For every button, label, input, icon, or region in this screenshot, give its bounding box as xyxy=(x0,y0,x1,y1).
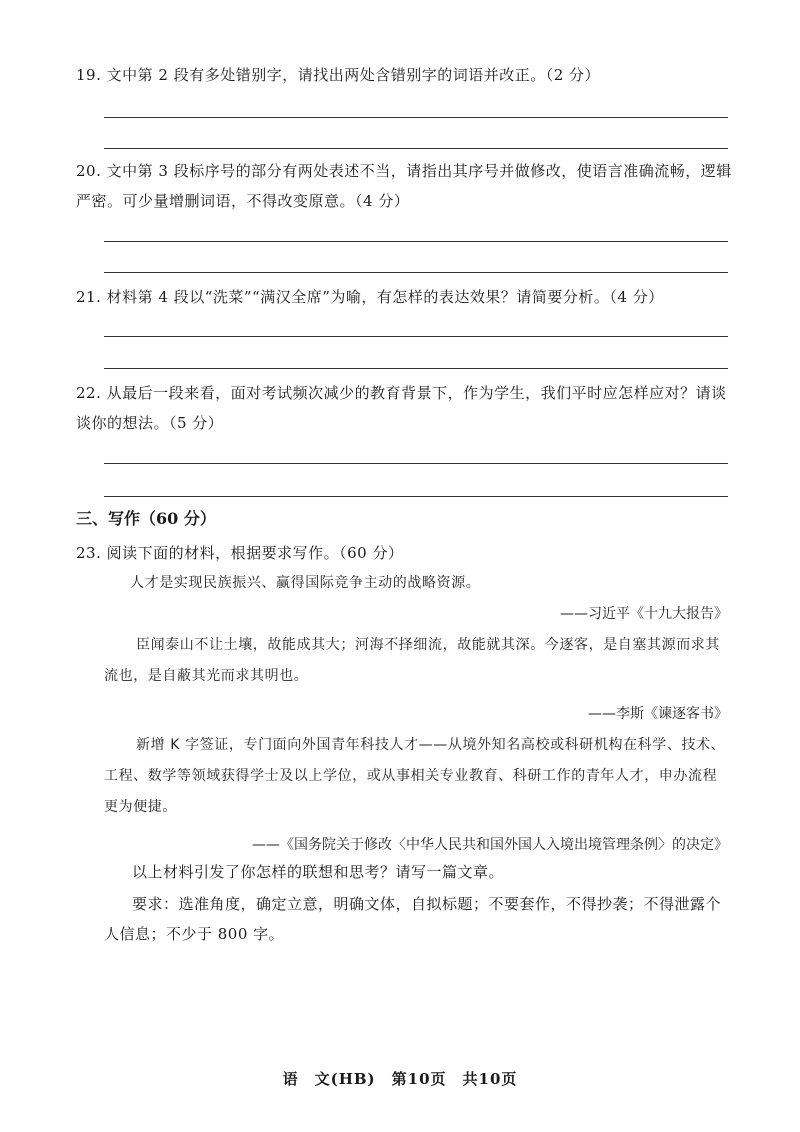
answer-line[interactable] xyxy=(104,241,728,242)
quote-1-source: ——习近平《十九大报告》 xyxy=(560,606,728,622)
quote-3: 新增 K 字签证，专门面向外国青年科技人才——从境外知名高校或科研机构在科学、技术、工程、数学等领域获得学士及以上学位，或从事相关专业教育、科研工作的青年人才，申办流程更为便捷。 xyxy=(104,737,726,815)
question-23-prompt: 23. 阅读下面的材料，根据要求写作。（60 分） xyxy=(76,544,404,562)
quote-2: 臣闻泰山不让土壤，故能成其大；河海不择细流，故能就其深。今逐客，是自塞其源而求其流也，是自蔽其光而求其明也。 xyxy=(104,637,720,684)
page-footer: 语 文(HB) 第10页 共10页 xyxy=(282,1070,518,1088)
answer-line[interactable] xyxy=(104,463,728,464)
answer-line[interactable] xyxy=(104,148,728,149)
question-22: 22. 从最后一段来看，面对考试频次减少的教育背景下，作为学生，我们平时应怎样应对？请谈谈你的想法。（5 分） xyxy=(76,384,727,432)
answer-line[interactable] xyxy=(104,368,728,369)
answer-line[interactable] xyxy=(104,336,728,337)
quote-3-source: ——《国务院关于修改〈中华人民共和国外国人入境出境管理条例〉的决定》 xyxy=(252,837,728,853)
quote-1: 人才是实现民族振兴、赢得国际竞争主动的战略资源。 xyxy=(130,575,481,591)
answer-line[interactable] xyxy=(104,117,728,118)
section-title: 三、写作（60 分） xyxy=(76,509,216,528)
question-20: 20. 文中第 3 段标序号的部分有两处表述不当，请指出其序号并做修改，使语言准确流畅，逻辑严密。可少量增删词语，不得改变原意。（4 分） xyxy=(76,162,732,210)
writing-task: 以上材料引发了你怎样的联想和思考？请写一篇文章。 xyxy=(132,863,505,881)
answer-line[interactable] xyxy=(104,272,728,273)
question-21: 21. 材料第 4 段以“洗菜”“满汉全席”为喻，有怎样的表达效果？请简要分析。（4 分） xyxy=(76,288,664,306)
quote-2-source: ——李斯《谏逐客书》 xyxy=(588,706,728,722)
writing-requirements: 要求：选准角度，确定立意，明确文体，自拟标题；不要套作，不得抄袭；不得泄露个人信息；不少于 800 字。 xyxy=(104,895,722,943)
answer-line[interactable] xyxy=(104,496,728,497)
question-19: 19. 文中第 2 段有多处错别字，请找出两处含错别字的词语并改正。（2 分） xyxy=(76,66,601,84)
